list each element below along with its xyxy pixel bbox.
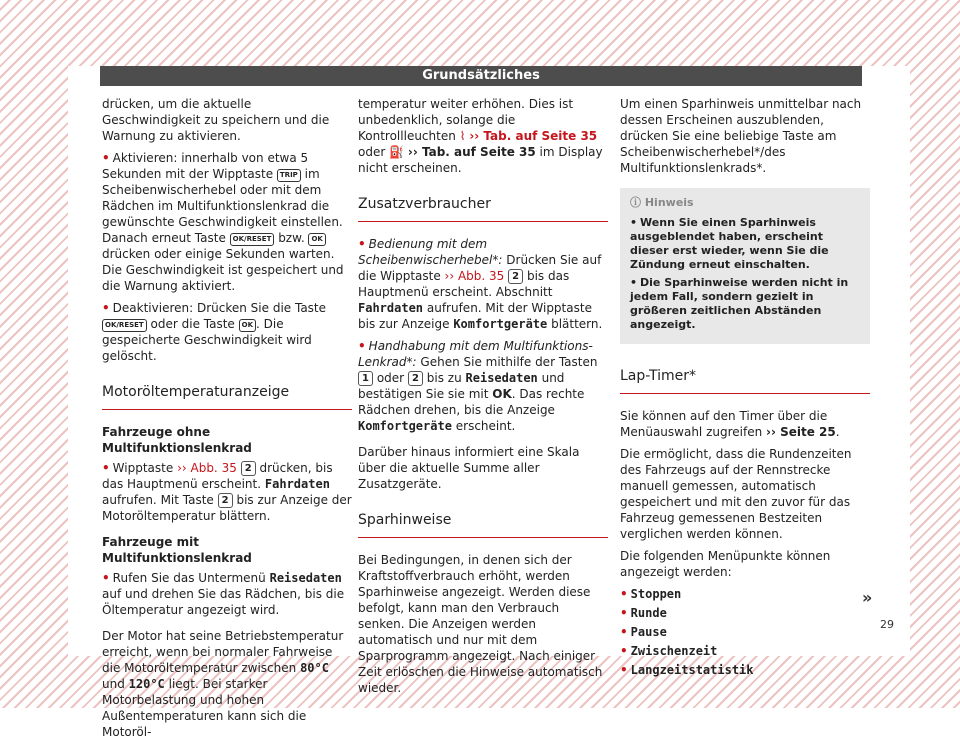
paragraph-scale: Darüber hinaus informiert eine Skala über die aktuelle Summe aller Zusatzgeräte. [358,445,580,491]
paragraph-oil-temp: Der Motor hat seine Betriebstemperatur erreicht, wenn bei normaler Fahrweise die Motoröltemperatur zwischen 80°C und 120°C liegt. Bei starker Motorbelastung und hohen Außentemperaturen kann sich die Motoröl- [102,629,344,739]
warning-light-icon: ⌇ [459,129,466,143]
continue-arrow-icon: » [862,588,873,607]
section-title-saving-hints: Sparhinweise [358,506,608,538]
list-item-activate: • Aktivieren: innerhalb von etwa 5 Sekunden mit der Wipptaste TRIP im Scheibenwischerhebel oder mit dem Rädchen im Multifunktionslenkrad die gewünschte Geschwindigkeit einstellen. Danach erneut Taste OK/RESET bzw. OK drücken oder einige Sekunden warten. Die Geschwindigkeit ist gespeichert und die Warnung aktiviert. [102,151,344,293]
figure-link[interactable]: ›› Abb. 35 [177,461,237,475]
trip-key-icon: TRIP [277,169,301,182]
oil-level-icon: ⛽ [389,145,405,159]
list-item-submenu: • Rufen Sie das Untermenü Reisedaten auf und drehen Sie das Rädchen, bis die Öltemperatur angezeigt wird. [102,571,345,617]
section-title-aux-consumers: Zusatzverbraucher [358,190,608,222]
list-item-deactivate: • Deaktivieren: Drücken Sie die Taste OK/RESET oder die Taste OK . Die gespeicherte Geschwindigkeit wird gelöscht. [102,301,327,363]
menu-item: • Pause [620,625,667,639]
list-item-mfsw: • Handhabung mit dem Multifunktions-Lenkrad*: Gehen Sie mithilfe der Tasten 1 oder 2 bis zu Reisedaten und bestätigen Sie sie mit OK. Das rechte Rädchen drehen, bis die Anzeige Komfortgeräte erscheint. [358,339,598,433]
callout-2-icon: 2 [218,493,233,508]
column-1 [102,96,352,746]
continuation-text: temperatur weiter erhöhen. Dies ist unbedenklich, solange die Kontrollleuchten ⌇ ›› Tab. auf Seite 35 oder ⛽ ›› Tab. auf Seite 35 im Display nicht erscheinen. [358,97,603,175]
info-icon: ⓘ [630,196,641,209]
list-item-rocker: • Wipptaste ›› Abb. 35 2 drücken, bis das Hauptmenü erscheint. Fahrdaten aufrufen. Mit Taste 2 bis zur Anzeige der Motoröltemperatur blättern. [102,461,352,523]
subheading-with-mfsw: Fahrzeuge mit Multifunktionslenkrad [102,535,252,565]
hint-box: ⓘ Hinweis • Wenn Sie einen Sparhinweis ausgeblendet haben, erscheint dieser erst wieder, wenn Sie die Zündung erneut einschalten. • Die Sparhinweise werden nicht in jedem Fall, sondern gezielt in größeren zeitlichen Abständen angezeigt. [620,188,870,344]
menu-item: • Stoppen [620,587,682,601]
okreset-key-icon: OK/RESET [102,319,147,332]
paragraph-menu-intro: Die folgenden Menüpunkte können angezeigt werden: [620,549,831,579]
callout-2-icon: 2 [408,371,423,386]
list-item-wiper-lever: • Bedienung mit dem Scheibenwischerhebel*: Drücken Sie auf die Wipptaste ›› Abb. 35 2 bis das Hauptmenü erscheint. Abschnitt Fahrdaten aufrufen. Mit der Wipptaste bis zur Anzeige Komfortgeräte blättern. [358,237,603,331]
section-title-oil-temp: Motoröltemperaturanzeige [102,378,352,410]
ok-key-icon: OK [308,233,325,246]
subheading-without-mfsw: Fahrzeuge ohne Multifunktionslenkrad [102,425,252,455]
callout-2-icon: 2 [508,269,523,284]
hint-item: • Wenn Sie einen Sparhinweis ausgeblendet haben, erscheint dieser erst wieder, wenn Sie die Zündung erneut einschalten. [630,216,829,271]
page-link[interactable]: ›› Seite 25 [766,425,836,439]
column-3 [620,96,873,681]
menu-item: • Langzeitstatistik [620,663,754,677]
okreset-key-icon: OK/RESET [230,233,275,246]
hint-item: • Die Sparhinweise werden nicht in jedem Fall, sondern gezielt in größeren zeitlichen Abständen angezeigt. [630,276,849,331]
ok-key-icon: OK [239,319,256,332]
paragraph-lap-timer-desc: Die ermöglicht, dass die Rundenzeiten des Fahrzeugs auf der Rennstrecke manuell gemessen, automatisch gespeichert und mit den zuvor für das Fahrzeug gemessenen Bestzeiten verglichen werden können. [620,447,852,541]
callout-2-icon: 2 [241,461,256,476]
callout-1-icon: 1 [358,371,373,386]
figure-link[interactable]: ›› Abb. 35 [444,269,505,283]
intro-text: drücken, um die aktuelle Geschwindigkeit zu speichern und die Warnung zu aktivieren. [102,97,330,143]
paragraph-dismiss-hint: Um einen Sparhinweis unmittelbar nach dessen Erscheinen auszublenden, drücken Sie eine beliebige Taste am Scheibenwischerhebel*/des Multifunktionslenkrads*. [620,97,862,175]
column-2 [358,96,608,702]
paragraph-lap-timer-access: Sie können auf den Timer über die Menüauswahl zugreifen ›› Seite 25. [620,409,840,439]
table-link[interactable]: ›› Tab. auf Seite 35 [407,145,536,159]
page-header: Grundsätzliches [100,66,862,86]
page-number: 29 [880,618,894,631]
table-link[interactable]: ›› Tab. auf Seite 35 [469,129,598,143]
section-title-lap-timer: Lap-Timer* [620,362,870,394]
paragraph-saving-hints: Bei Bedingungen, in denen sich der Kraftstoffverbrauch erhöht, werden Sparhinweise angezeigt. Werden diese befolgt, kann man den Verbrauch senken. Die Anzeigen werden automatisch und nur mit dem Sparprogramm angezeigt. Nach einiger Zeit erlöschen die Hinweise automatisch wieder. [358,553,603,695]
menu-item: • Runde [620,606,667,620]
menu-item: • Zwischenzeit [620,644,718,658]
